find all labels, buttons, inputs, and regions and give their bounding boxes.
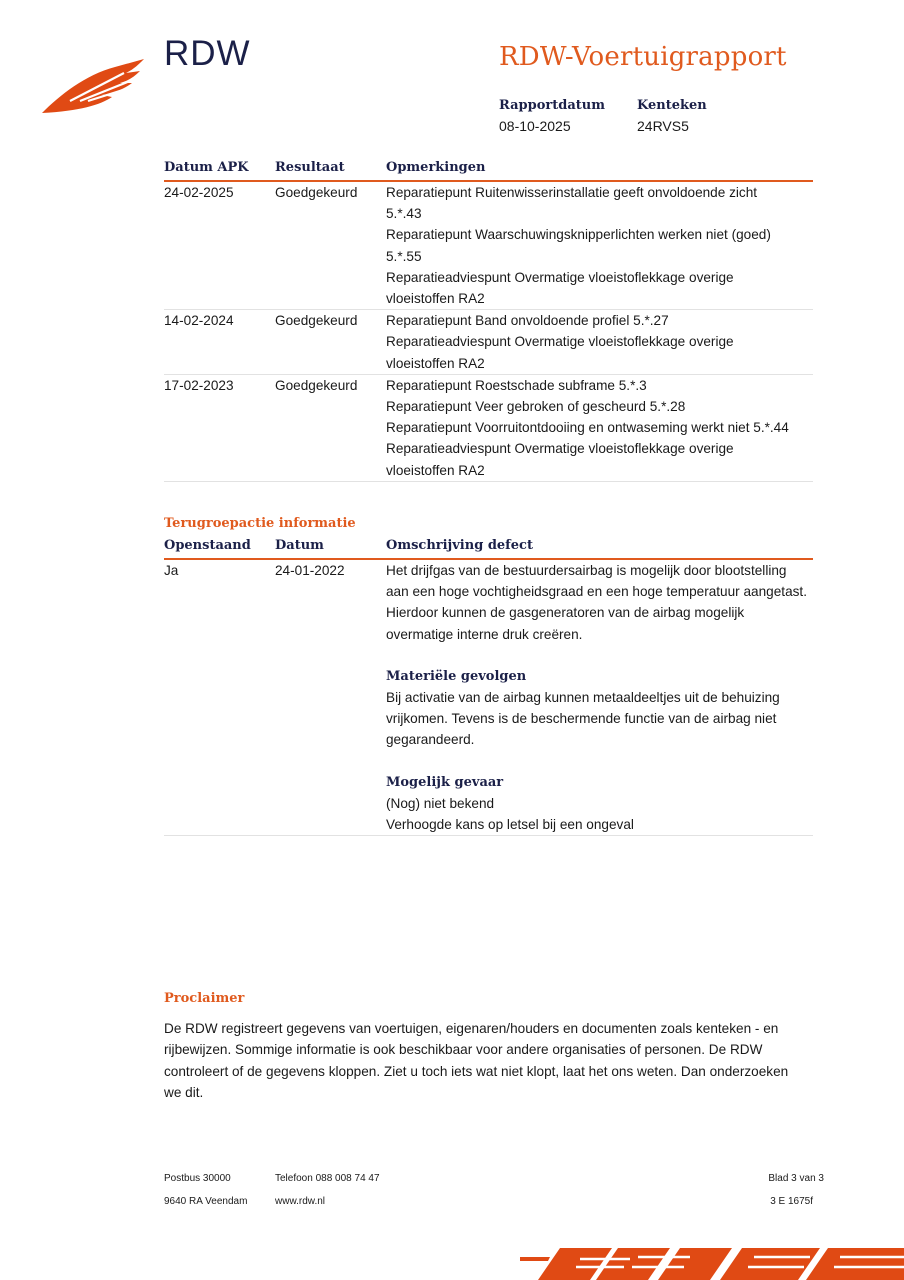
apk-result: Goedgekeurd bbox=[275, 185, 358, 200]
remark-line: Reparatiepunt Veer gebroken of gescheurd 5.*.28 bbox=[386, 399, 686, 415]
col-apk-date: Datum APK bbox=[164, 160, 249, 175]
apk-remarks bbox=[386, 182, 813, 309]
apk-date: 24-02-2025 bbox=[164, 185, 234, 200]
remark-line: 5.*.43 bbox=[386, 206, 422, 222]
recall-section-title: Terugroepactie informatie bbox=[164, 516, 356, 531]
remark-line: Reparatiepunt Roestschade subframe 5.*.3 bbox=[386, 377, 647, 393]
remark-line: vloeistoffen RA2 bbox=[386, 462, 485, 478]
report-date-label: Rapportdatum bbox=[499, 98, 605, 113]
report-date-value: 08-10-2025 bbox=[499, 118, 571, 134]
col-remarks: Opmerkingen bbox=[386, 160, 486, 175]
remark-line: Reparatieadviespunt Overmatige vloeistoflekkage overige bbox=[386, 441, 734, 457]
description-line: Hierdoor kunnen de gasgeneratoren van de airbag mogelijk bbox=[386, 605, 745, 621]
remark-line: vloeistoffen RA2 bbox=[386, 291, 485, 307]
table-row bbox=[164, 375, 813, 482]
footer-document-code: 3 E 1675f bbox=[770, 1196, 813, 1207]
col-date: Datum bbox=[275, 538, 324, 553]
footer-stripes-icon bbox=[520, 1245, 904, 1280]
report-title: RDW-Voertuigrapport bbox=[499, 42, 787, 72]
remark-line: vloeistoffen RA2 bbox=[386, 355, 485, 371]
proclaimer-line: De RDW registreert gegevens van voertuigen, eigenaren/houders en documenten zoals kenteken - en bbox=[164, 1021, 779, 1036]
table-row bbox=[164, 560, 813, 836]
apk-date: 14-02-2024 bbox=[164, 313, 234, 329]
possible-danger-heading: Mogelijk gevaar bbox=[386, 774, 504, 790]
remark-line: Reparatiepunt Band onvoldoende profiel 5.*.27 bbox=[386, 313, 669, 329]
plate-value: 24RVS5 bbox=[637, 118, 689, 134]
apk-remarks bbox=[386, 375, 813, 481]
table-row bbox=[164, 182, 813, 310]
material-line: Bij activatie van de airbag kunnen metaaldeeltjes uit de behuizing bbox=[386, 690, 780, 706]
remark-line: Reparatiepunt Waarschuwingsknipperlichten werken niet (goed) bbox=[386, 227, 771, 243]
proclaimer-line: controleert of de gegevens kloppen. Ziet u toch iets wat niet klopt, laat het ons weten. Dan onderzoeken bbox=[164, 1063, 789, 1079]
apk-result: Goedgekeurd bbox=[275, 313, 358, 329]
footer-website[interactable]: www.rdw.nl bbox=[275, 1196, 326, 1207]
table-row bbox=[164, 310, 813, 375]
danger-line: Verhoogde kans op letsel bij een ongeval bbox=[386, 817, 634, 833]
apk-table-header bbox=[164, 160, 813, 182]
remark-line: 5.*.55 bbox=[386, 248, 422, 264]
recall-description bbox=[386, 560, 813, 835]
recall-table-header bbox=[164, 538, 813, 560]
footer-postcode: 9640 RA Veendam bbox=[164, 1196, 248, 1207]
description-line: Het drijfgas van de bestuurdersairbag is mogelijk door blootstelling bbox=[386, 563, 787, 578]
recall-open: Ja bbox=[164, 563, 179, 578]
proclaimer-text bbox=[164, 1018, 824, 1103]
apk-result: Goedgekeurd bbox=[275, 377, 358, 393]
recall-date: 24-01-2022 bbox=[275, 563, 345, 578]
material-line: gegarandeerd. bbox=[386, 732, 475, 748]
proclaimer-line: rijbewijzen. Sommige informatie is ook beschikbaar voor andere organisaties of personen. De RDW bbox=[164, 1042, 763, 1058]
col-result: Resultaat bbox=[275, 160, 345, 175]
rdw-logo-icon bbox=[40, 55, 150, 117]
remark-line: Reparatieadviespunt Overmatige vloeistoflekkage overige bbox=[386, 269, 734, 285]
remark-line: Reparatiepunt Voorruitontdooiing en ontwaseming werkt niet 5.*.44 bbox=[386, 420, 789, 436]
proclaimer-title: Proclaimer bbox=[164, 991, 245, 1006]
danger-line: (Nog) niet bekend bbox=[386, 795, 495, 811]
material-consequences-heading: Materiële gevolgen bbox=[386, 668, 527, 684]
apk-remarks bbox=[386, 310, 813, 374]
recall-table bbox=[164, 538, 813, 836]
footer-phone: Telefoon 088 008 74 47 bbox=[275, 1173, 380, 1184]
col-description: Omschrijving defect bbox=[386, 538, 533, 553]
apk-table bbox=[164, 160, 813, 482]
plate-label: Kenteken bbox=[637, 98, 707, 113]
material-line: vrijkomen. Tevens is de beschermende functie van de airbag niet bbox=[386, 711, 777, 727]
footer-page-number: Blad 3 van 3 bbox=[768, 1173, 824, 1184]
proclaimer-line: we dit. bbox=[164, 1084, 204, 1100]
description-line: overmatige interne druk creëren. bbox=[386, 626, 583, 642]
remark-line: Reparatiepunt Ruitenwisserinstallatie geeft onvoldoende zicht bbox=[386, 185, 758, 200]
rdw-logo-text: RDW bbox=[164, 34, 251, 73]
col-open: Openstaand bbox=[164, 538, 251, 553]
apk-date: 17-02-2023 bbox=[164, 377, 234, 393]
remark-line: Reparatieadviespunt Overmatige vloeistoflekkage overige bbox=[386, 334, 734, 350]
footer-postbus: Postbus 30000 bbox=[164, 1173, 231, 1184]
description-line: aan een hoge vochtigheidsgraad en een hoge temperatuur aangetast. bbox=[386, 584, 807, 600]
